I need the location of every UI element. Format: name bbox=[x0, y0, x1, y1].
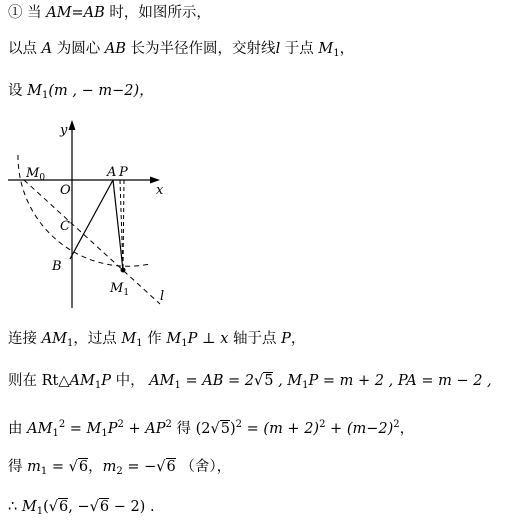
text: 于点 bbox=[280, 41, 319, 57]
math: AM bbox=[41, 331, 67, 347]
subscript: 2 bbox=[116, 466, 123, 477]
math: M bbox=[27, 83, 42, 99]
label-P: P bbox=[119, 165, 128, 180]
text: 以点 bbox=[8, 41, 42, 57]
text-line-7: 得 $m_1 = √6$，$m_2 = -√6$ （舍）， bbox=[8, 459, 232, 477]
text-line-6: 由 $AM_1^2 = M_1P^2 + AP^2$ 得 $(2√5)^2 = (m + 2)^2 + (m-2)^2$， bbox=[8, 419, 415, 439]
segment-AB bbox=[70, 180, 113, 259]
label-M0: $M_0$ bbox=[26, 166, 46, 183]
math: AM bbox=[149, 373, 175, 389]
subscript: 1 bbox=[181, 338, 188, 349]
text: 中， bbox=[110, 373, 150, 389]
math: AM bbox=[69, 373, 95, 389]
text: ) bbox=[230, 421, 236, 437]
superscript: 2 bbox=[165, 419, 172, 430]
label-y: y bbox=[60, 123, 68, 138]
text-line-4 bbox=[8, 330, 305, 353]
math: AB bbox=[104, 41, 126, 57]
subscript: 1 bbox=[52, 428, 59, 439]
y-axis-arrow bbox=[69, 120, 76, 130]
subscript: 1 bbox=[174, 380, 181, 391]
text: 作 bbox=[142, 331, 167, 347]
label-O: O bbox=[60, 183, 71, 198]
geometry-figure bbox=[0, 112, 200, 312]
superscript: 2 bbox=[235, 419, 243, 430]
label-x: x bbox=[156, 183, 164, 198]
subscript: 1 bbox=[136, 338, 143, 349]
text: ， bbox=[290, 331, 306, 347]
math: AM=AB bbox=[46, 5, 105, 21]
text-line-1 bbox=[8, 4, 211, 22]
text-line-8: ∴ $M_1(√6$, −√6 − 2) . bbox=[8, 499, 155, 517]
circled-one: ① bbox=[8, 5, 23, 21]
text: 轴于点 bbox=[228, 331, 282, 347]
math: P bbox=[101, 373, 111, 389]
subscript: 1 bbox=[101, 428, 108, 439]
text: ， bbox=[399, 421, 415, 437]
math: P bbox=[107, 421, 118, 437]
text: ∴ bbox=[8, 499, 22, 515]
text: 时，如图所示， bbox=[104, 5, 211, 21]
radicand: 6 bbox=[59, 499, 69, 515]
label-A: A bbox=[107, 165, 117, 180]
text: （舍）， bbox=[175, 459, 232, 475]
label-C: C bbox=[60, 219, 70, 234]
math: = AB = 2 bbox=[180, 373, 254, 389]
text: 为圆心 bbox=[52, 41, 105, 57]
text: , − bbox=[68, 499, 90, 515]
radicand: 5 bbox=[264, 373, 274, 389]
text: 设 bbox=[8, 83, 28, 99]
superscript: 2 bbox=[117, 419, 124, 430]
subscript: 1 bbox=[302, 380, 309, 391]
radicand: 5 bbox=[220, 421, 230, 437]
math: P = m + 2 , PA = m − 2 , bbox=[308, 373, 492, 389]
text: − 2) . bbox=[109, 499, 155, 515]
text: ， bbox=[339, 41, 355, 57]
math: + (m−2) bbox=[325, 421, 394, 437]
math: (m , − m−2)， bbox=[48, 83, 154, 99]
text: = − bbox=[122, 459, 157, 475]
radicand: 6 bbox=[78, 459, 89, 475]
ray-l bbox=[24, 180, 160, 304]
text: ( bbox=[43, 499, 49, 515]
math: m bbox=[102, 459, 117, 475]
text-line-3 bbox=[8, 82, 154, 105]
subscript: 1 bbox=[41, 90, 49, 101]
text: ，过点 bbox=[73, 331, 122, 347]
math: = M bbox=[65, 421, 102, 437]
math: M bbox=[121, 331, 137, 347]
math: = (m + 2) bbox=[242, 421, 320, 437]
superscript: 2 bbox=[319, 419, 326, 430]
label-l: l bbox=[160, 289, 165, 304]
text: = bbox=[47, 459, 69, 475]
text: 得 (2 bbox=[171, 421, 211, 437]
math: M bbox=[21, 499, 37, 515]
radicand: 6 bbox=[99, 499, 110, 515]
point-M1 bbox=[121, 268, 126, 273]
label-B: B bbox=[52, 259, 62, 274]
dashed-perpendicular bbox=[123, 180, 124, 270]
text-line-2 bbox=[8, 40, 354, 63]
text-line-5: 则在 $Rt\triangle AM_1P$ 中， $AM_1$ = AB = 2√5 , $M_1P = m + 2$ , PA = m − 2 , bbox=[8, 373, 492, 391]
radicand: 6 bbox=[166, 459, 176, 475]
math: m bbox=[27, 459, 41, 475]
subscript: 1 bbox=[333, 48, 340, 59]
math: A bbox=[41, 41, 53, 57]
math: , M bbox=[273, 373, 303, 389]
label-M1: $M_1$ bbox=[110, 281, 130, 298]
subscript: 1 bbox=[40, 466, 48, 477]
text: 当 bbox=[22, 5, 47, 21]
math: M bbox=[166, 331, 182, 347]
math: l bbox=[275, 41, 281, 57]
text: 由 bbox=[8, 421, 28, 437]
subscript: 1 bbox=[94, 380, 102, 391]
superscript: 2 bbox=[58, 419, 66, 430]
math: M bbox=[318, 41, 334, 57]
subscript: 1 bbox=[36, 506, 44, 517]
text: ， bbox=[88, 459, 103, 475]
superscript: 2 bbox=[393, 419, 400, 430]
text: 则在 Rt△ bbox=[8, 373, 70, 389]
subscript: 1 bbox=[66, 338, 74, 349]
text: 长为半径作圆，交射线 bbox=[125, 41, 276, 57]
math: P ⊥ x bbox=[187, 331, 229, 347]
text: 得 bbox=[8, 459, 28, 475]
math: AM bbox=[27, 421, 53, 437]
text: 连接 bbox=[8, 331, 42, 347]
math: P bbox=[281, 331, 291, 347]
math: + AP bbox=[123, 421, 166, 437]
